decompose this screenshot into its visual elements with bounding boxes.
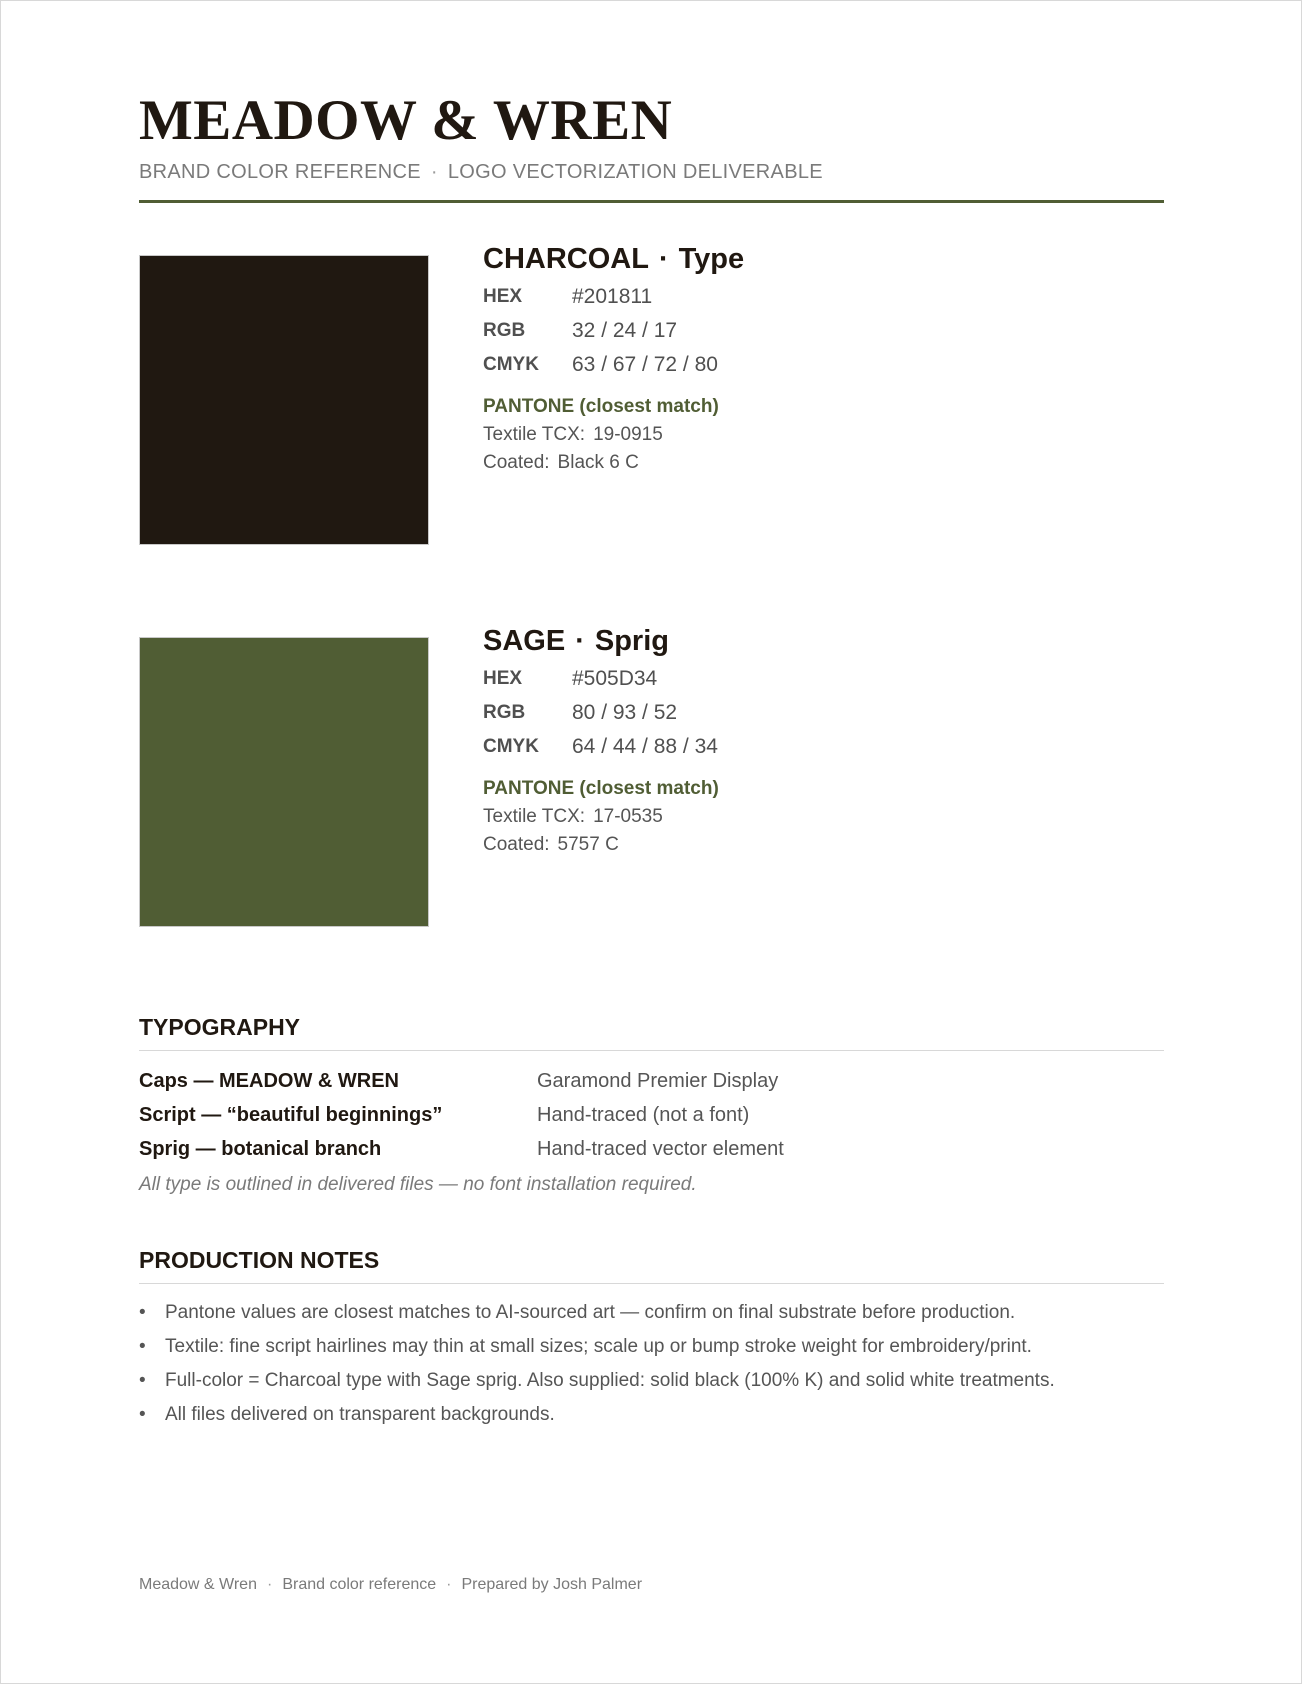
cmyk-label: CMYK: [483, 354, 539, 375]
note-text: Textile: fine script hairlines may thin at small sizes; scale up or bump stroke weight for embroidery/print.: [165, 1336, 1032, 1357]
bullet-icon: •: [139, 1404, 146, 1425]
type-element-desc: Hand-traced (not a font): [537, 1104, 750, 1126]
hex-value: #201811: [572, 285, 653, 308]
production-notes-list: [139, 1296, 1164, 1432]
list-item: [139, 1398, 1164, 1432]
cmyk-value: 63 / 67 / 72 / 80: [572, 353, 718, 376]
hex-value: #505D34: [572, 667, 658, 690]
rgb-label: RGB: [483, 702, 526, 723]
footer-prepared: Prepared by Josh Palmer: [461, 1576, 643, 1593]
hex-label: HEX: [483, 668, 523, 689]
type-element-desc: Hand-traced vector element: [537, 1138, 784, 1160]
pantone-heading: PANTONE (closest match): [483, 778, 719, 799]
header-divider: [139, 200, 1164, 203]
type-element-name: Script — “beautiful beginnings”: [139, 1104, 443, 1126]
color-name: CHARCOAL: [483, 243, 649, 275]
typography-row: [139, 1098, 1164, 1132]
pantone-textile-label: Textile TCX:: [483, 806, 586, 827]
hex-row: [483, 665, 1133, 693]
subtitle-left: BRAND COLOR REFERENCE: [139, 161, 421, 183]
pantone-textile-value: 17-0535: [593, 806, 663, 827]
pantone-coated-label: Coated:: [483, 452, 550, 473]
bullet-icon: •: [139, 1302, 146, 1323]
note-text: Full-color = Charcoal type with Sage sprig. Also supplied: solid black (100% K) and solid white treatments.: [165, 1370, 1055, 1391]
color-heading-separator: ·: [575, 625, 585, 657]
typography-row: [139, 1064, 1164, 1098]
brand-title: MEADOW & WREN: [139, 89, 673, 152]
color-heading-separator: ·: [658, 243, 669, 275]
note-text: Pantone values are closest matches to AI-sourced art — confirm on final substrate before production.: [165, 1302, 1016, 1323]
list-item: [139, 1330, 1164, 1364]
pantone-textile: [483, 421, 1133, 449]
hex-label: HEX: [483, 286, 523, 307]
type-element-name: Caps — MEADOW & WREN: [139, 1070, 399, 1092]
subtitle-separator: ·: [430, 161, 438, 183]
typography-list: [139, 1064, 1164, 1166]
rgb-row: [483, 317, 1133, 345]
color-heading: [483, 623, 1133, 659]
color-swatch-sage: [139, 637, 429, 927]
pantone-textile: [483, 803, 1133, 831]
section-divider: [139, 1283, 1164, 1284]
footer-separator: ·: [266, 1576, 273, 1593]
pantone-coated-value: Black 6 C: [557, 452, 639, 473]
note-text: All files delivered on transparent backgrounds.: [165, 1404, 555, 1425]
document-header: [139, 89, 1164, 184]
type-element-name: Sprig — botanical branch: [139, 1138, 382, 1160]
document-subtitle: [139, 161, 1164, 184]
typography-row: [139, 1132, 1164, 1166]
pantone-coated: [483, 831, 1133, 859]
cmyk-row: [483, 733, 1133, 761]
footer-separator: ·: [446, 1576, 452, 1593]
color-role: Sprig: [594, 625, 669, 657]
color-name: SAGE: [483, 625, 566, 657]
color-info-sage: [483, 623, 1133, 859]
color-info-charcoal: [483, 241, 1133, 477]
rgb-row: [483, 699, 1133, 727]
hex-row: [483, 283, 1133, 311]
color-swatch-charcoal: [139, 255, 429, 545]
cmyk-value: 64 / 44 / 88 / 34: [572, 735, 718, 758]
color-heading: [483, 241, 1133, 277]
list-item: [139, 1364, 1164, 1398]
bullet-icon: •: [139, 1370, 146, 1391]
section-title-typography: TYPOGRAPHY: [139, 1014, 301, 1040]
bullet-icon: •: [139, 1336, 146, 1357]
rgb-label: RGB: [483, 320, 526, 341]
section-title-production: PRODUCTION NOTES: [139, 1247, 380, 1273]
section-divider: [139, 1050, 1164, 1051]
pantone-heading: PANTONE (closest match): [483, 396, 719, 417]
typography-note: All type is outlined in delivered files — no font installation required.: [139, 1174, 697, 1195]
cmyk-label: CMYK: [483, 736, 539, 757]
pantone-textile-value: 19-0915: [593, 424, 663, 445]
footer-brand: Meadow & Wren: [139, 1576, 257, 1593]
pantone-coated: [483, 449, 1133, 477]
pantone-coated-label: Coated:: [483, 834, 550, 855]
color-role: Type: [678, 243, 745, 275]
pantone-coated-value: 5757 C: [557, 834, 619, 855]
typography-section: [139, 1012, 1164, 1196]
document-footer: [139, 1576, 642, 1594]
list-item: [139, 1296, 1164, 1330]
rgb-value: 80 / 93 / 52: [572, 701, 678, 724]
rgb-value: 32 / 24 / 17: [572, 319, 678, 342]
pantone-textile-label: Textile TCX:: [483, 424, 586, 445]
subtitle-right: LOGO VECTORIZATION DELIVERABLE: [447, 161, 823, 183]
footer-doc: Brand color reference: [282, 1576, 437, 1593]
production-notes-section: [139, 1245, 1164, 1432]
cmyk-row: [483, 351, 1133, 379]
type-element-desc: Garamond Premier Display: [537, 1070, 779, 1092]
